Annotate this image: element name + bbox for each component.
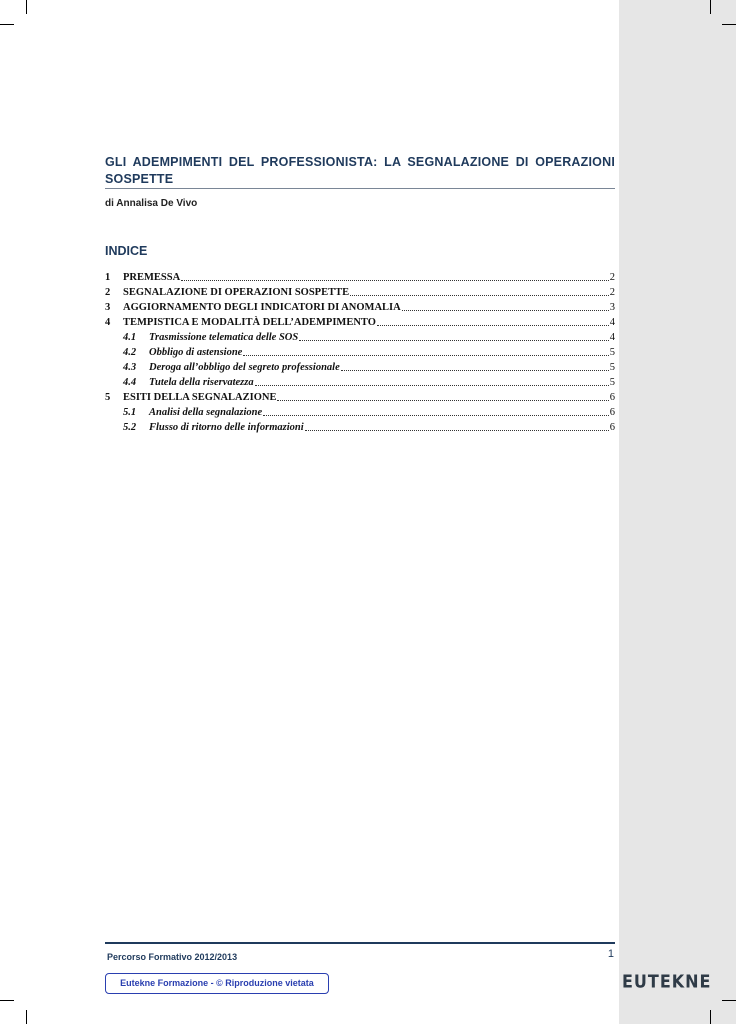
crop-mark xyxy=(0,1000,14,1001)
toc-leader xyxy=(341,360,609,371)
toc-title: TEMPISTICA E MODALITÀ DELL’ADEMPIMENTO xyxy=(123,317,376,328)
toc-number: 4.2 xyxy=(123,347,137,358)
toc-leader xyxy=(377,315,609,326)
crop-mark xyxy=(722,24,736,25)
title-divider xyxy=(105,188,615,189)
toc-number: 3 xyxy=(105,302,111,313)
toc-page: 5 xyxy=(609,347,615,358)
eutekne-logo: EUTEKNE xyxy=(622,971,712,992)
toc-page: 2 xyxy=(609,272,615,283)
footer-divider xyxy=(105,942,615,944)
toc-title: ESITI DELLA SEGNALAZIONE xyxy=(123,392,277,403)
toc-leader xyxy=(402,300,609,311)
toc-number: 4.3 xyxy=(123,362,137,373)
toc-title: Flusso di ritorno delle informazioni xyxy=(149,422,304,433)
crop-mark xyxy=(710,1010,711,1024)
toc-entry[interactable] xyxy=(105,315,615,330)
toc-subentry[interactable] xyxy=(105,375,615,390)
toc-subentry[interactable] xyxy=(105,405,615,420)
toc-title: Deroga all’obbligo del segreto professionale xyxy=(149,362,340,373)
toc-leader xyxy=(277,390,608,401)
toc-number: 5.2 xyxy=(123,422,137,433)
toc-page: 5 xyxy=(609,377,615,388)
toc-page: 4 xyxy=(609,317,615,328)
toc-title: Obbligo di astensione xyxy=(149,347,243,358)
toc-subentry[interactable] xyxy=(105,345,615,360)
document-author: di Annalisa De Vivo xyxy=(105,198,198,209)
toc-title: PREMESSA xyxy=(123,272,181,283)
crop-mark xyxy=(0,24,14,25)
toc-subentry[interactable] xyxy=(105,360,615,375)
toc-leader xyxy=(299,330,609,341)
crop-mark xyxy=(26,0,27,14)
toc-title: SEGNALAZIONE DI OPERAZIONI SOSPETTE xyxy=(123,287,350,298)
toc-page: 5 xyxy=(609,362,615,373)
table-of-contents xyxy=(105,270,615,435)
toc-page: 6 xyxy=(609,407,615,418)
toc-entry[interactable] xyxy=(105,285,615,300)
toc-page: 6 xyxy=(609,392,615,403)
toc-leader xyxy=(350,285,609,296)
index-heading: INDICE xyxy=(105,244,148,258)
toc-leader xyxy=(255,375,609,386)
toc-leader xyxy=(181,270,609,281)
toc-title: Tutela della riservatezza xyxy=(149,377,254,388)
toc-page: 4 xyxy=(609,332,615,343)
crop-mark xyxy=(722,1000,736,1001)
toc-page: 3 xyxy=(609,302,615,313)
right-margin-band xyxy=(619,0,736,1024)
toc-number: 1 xyxy=(105,272,111,283)
toc-page: 2 xyxy=(609,287,615,298)
toc-subentry[interactable] xyxy=(105,330,615,345)
toc-leader xyxy=(305,420,609,431)
page-number: 1 xyxy=(607,948,614,960)
toc-number: 4.1 xyxy=(123,332,137,343)
toc-leader xyxy=(263,405,609,416)
toc-number: 4.4 xyxy=(123,377,137,388)
toc-page: 6 xyxy=(609,422,615,433)
crop-mark xyxy=(26,1010,27,1024)
toc-number: 4 xyxy=(105,317,111,328)
toc-entry[interactable] xyxy=(105,300,615,315)
toc-title: Analisi della segnalazione xyxy=(149,407,263,418)
footer-course: Percorso Formativo 2012/2013 xyxy=(107,952,238,962)
copyright-box: Eutekne Formazione - © Riproduzione vietata xyxy=(105,973,329,994)
crop-mark xyxy=(710,0,711,14)
toc-subentry[interactable] xyxy=(105,420,615,435)
toc-title: AGGIORNAMENTO DEGLI INDICATORI DI ANOMALIA xyxy=(123,302,401,313)
toc-title: Trasmissione telematica delle SOS xyxy=(149,332,299,343)
toc-entry[interactable] xyxy=(105,390,615,405)
toc-leader xyxy=(243,345,608,356)
toc-number: 2 xyxy=(105,287,111,298)
document-title: GLI ADEMPIMENTI DEL PROFESSIONISTA: LA SEGNALAZIONE DI OPERAZIONI SOSPETTE xyxy=(105,155,615,186)
toc-number: 5.1 xyxy=(123,407,137,418)
toc-entry[interactable] xyxy=(105,270,615,285)
toc-number: 5 xyxy=(105,392,111,403)
